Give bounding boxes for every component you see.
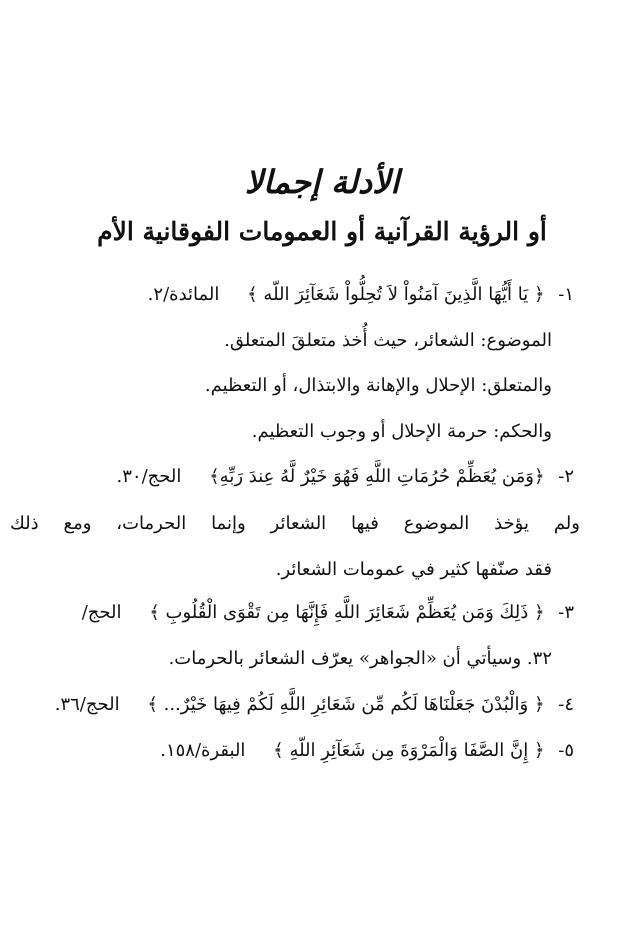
item-number: ٢- <box>558 466 574 487</box>
item-number: ٥- <box>558 740 574 761</box>
quran-verse: ﴿ إِنَّ الصَّفَا وَالْمَرْوَةَ مِن شَعَآئِرِ اللّهِ ﴾ <box>273 740 545 761</box>
item-number: ١- <box>558 284 574 305</box>
explanation-paragraph-line: فقد صنّفها كثير في عمومات الشعائر. <box>275 559 552 580</box>
verse-reference: البقرة/١٥٨. <box>160 740 246 761</box>
explanation-object: والمتعلق: الإحلال والإهانة والابتذال، أو التعظيم. <box>204 375 552 396</box>
quran-verse: ﴿ ذَلِكَ وَمَن يُعَظِّمْ شَعَائِرَ اللَّهِ فَإِنَّهَا مِن تَقْوَى الْقُلُوبِ ﴾ <box>149 602 545 623</box>
page-title: الأدلة إجمالا <box>244 163 400 201</box>
verse-reference: المائدة/٢. <box>147 284 220 305</box>
explanation-note: ٣٢. وسيأتي أن «الجواهر» يعرّف الشعائر بالحرمات. <box>168 648 552 669</box>
explanation-paragraph-line: ولم يؤخذ الموضوع فيها الشعائر وإنما الحرمات، ومع ذلك <box>10 513 580 534</box>
verse-reference: الحج/٣٠. <box>116 466 182 487</box>
evidence-item-3 <box>54 598 574 628</box>
page-subtitle: أو الرؤية القرآنية أو العمومات الفوقانية الأم <box>97 217 547 246</box>
quran-verse: ﴿ يَا أَيُّهَا الَّذِينَ آمَنُواْ لاَ تُحِلُّواْ شَعَآئِرَ اللّه ﴾ <box>247 284 545 305</box>
explanation-subject: الموضوع: الشعائر، حيث أُخذ متعلقَ المتعلق. <box>224 330 552 351</box>
explanation-ruling: والحكم: حرمة الإحلال أو وجوب التعظيم. <box>251 421 552 442</box>
evidence-item-5 <box>54 736 574 766</box>
item-number: ٤- <box>558 694 574 715</box>
verse-reference: الحج/٣٦. <box>54 694 120 715</box>
verse-reference: الحج/ <box>81 602 122 623</box>
quran-verse: ﴿وَمَن يُعَظِّمْ حُرُمَاتِ اللَّهِ فَهُوَ خَيْرٌ لَّهُ عِندَ رَبِّهِ﴾ <box>209 466 545 487</box>
item-number: ٣- <box>558 602 574 623</box>
evidence-item-4 <box>54 690 574 720</box>
evidence-item-2 <box>54 462 574 492</box>
evidence-item-1 <box>54 280 574 310</box>
quran-verse: ﴿ وَالْبُدْنَ جَعَلْنَاهَا لَكُم مِّن شَعَائِرِ اللَّهِ لَكُمْ فِيهَا خَيْرٌ... ﴾ <box>147 694 545 715</box>
